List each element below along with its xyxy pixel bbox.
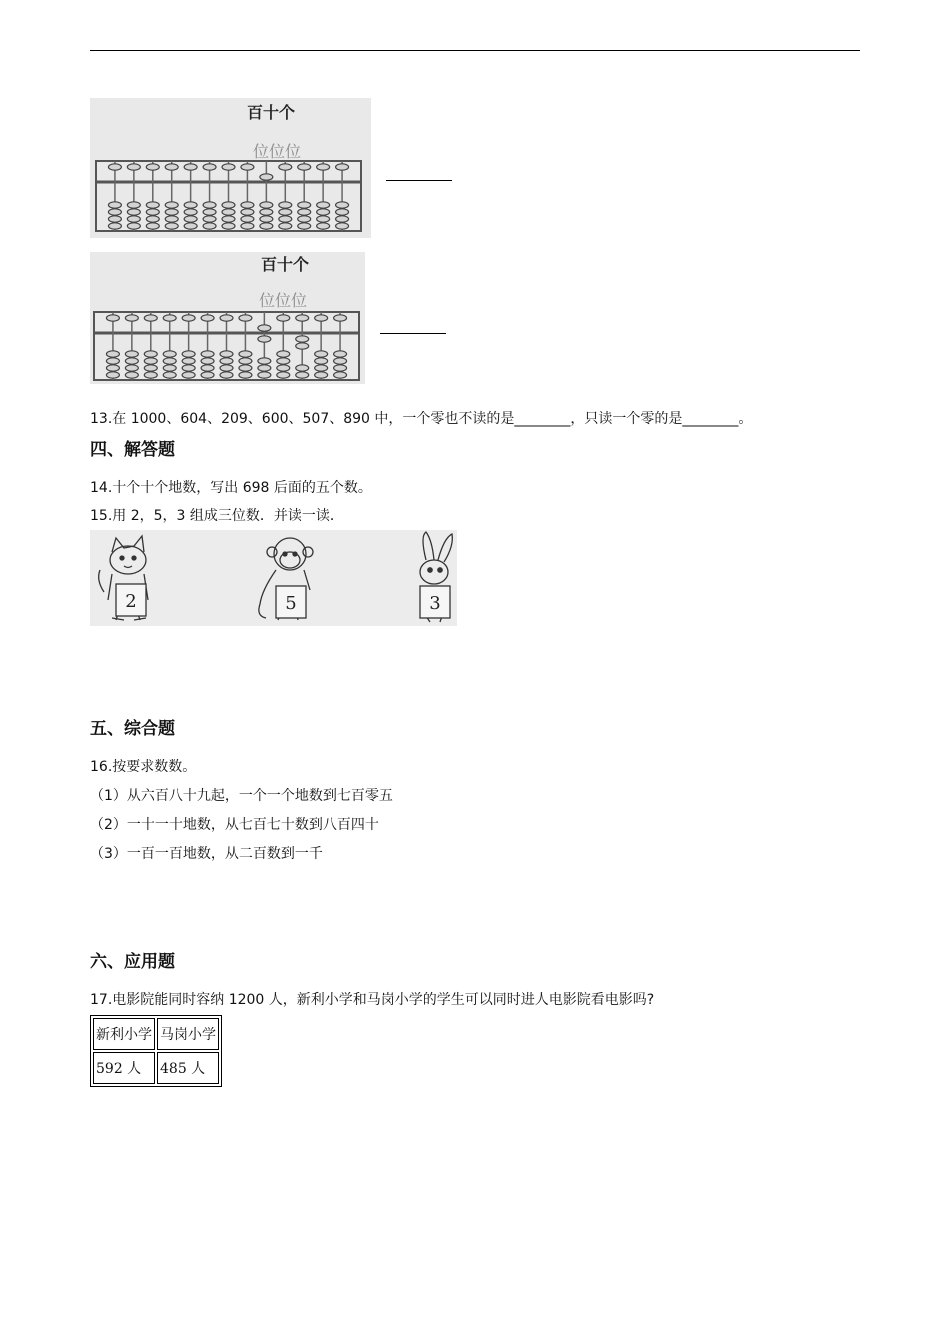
question-13: 13.在 1000、604、209、600、507、890 中，一个零也不读的是________，只读一个零的是________。 [90, 411, 753, 427]
abacus-bead [165, 202, 178, 208]
abacus-bead [106, 358, 119, 364]
abacus-bead [144, 351, 157, 357]
abacus-1-drawing [90, 98, 371, 238]
abacus-bead [298, 223, 311, 229]
abacus-bead [315, 372, 328, 378]
abacus-bead [108, 164, 121, 170]
abacus-bead [241, 164, 254, 170]
abacus-1-answer-blank[interactable] [386, 180, 452, 181]
abacus-bead [315, 315, 328, 321]
abacus-bead [201, 365, 214, 371]
abacus-bead [315, 351, 328, 357]
abacus-bead [260, 223, 273, 229]
abacus-bead [239, 358, 252, 364]
abacus-bead [315, 358, 328, 364]
abacus-bead [336, 202, 349, 208]
abacus-bead [146, 209, 159, 215]
abacus-bead [220, 315, 233, 321]
abacus-bead [165, 209, 178, 215]
abacus-bead [201, 372, 214, 378]
abacus-bead [146, 202, 159, 208]
table-header-magang: 马岗小学 [157, 1018, 219, 1050]
question-15: 15.用 2，5，3 组成三位数．并读一读． [90, 508, 344, 524]
abacus-bead [336, 223, 349, 229]
section-4-title: 四、解答题 [90, 440, 175, 460]
abacus-bead [317, 209, 330, 215]
abacus-bead [201, 358, 214, 364]
abacus-bead [334, 351, 347, 357]
abacus-bead [182, 351, 195, 357]
abacus-bead [106, 365, 119, 371]
abacus-bead [201, 315, 214, 321]
abacus-bead [298, 202, 311, 208]
table-header-xinli: 新利小学 [93, 1018, 155, 1050]
abacus-bead [277, 358, 290, 364]
abacus-bead [203, 164, 216, 170]
abacus-bead [127, 223, 140, 229]
abacus-bead [317, 202, 330, 208]
abacus-bead [336, 216, 349, 222]
abacus-bead [146, 223, 159, 229]
abacus-bead [108, 202, 121, 208]
abacus-bead [163, 372, 176, 378]
table-row [93, 1052, 219, 1084]
abacus-bead [220, 351, 233, 357]
abacus-bead [241, 223, 254, 229]
abacus-bead [317, 216, 330, 222]
abacus-bead [258, 365, 271, 371]
abacus-bead [127, 209, 140, 215]
abacus-bead [108, 216, 121, 222]
card-3: 3 [429, 593, 441, 614]
abacus-image-1 [90, 98, 371, 238]
abacus-bead [144, 365, 157, 371]
question-16-item-3: （3）一百一百地数，从二百数到一千 [90, 846, 323, 862]
abacus-bead [222, 216, 235, 222]
abacus-bead [184, 202, 197, 208]
abacus-bead [144, 372, 157, 378]
abacus-bead [184, 223, 197, 229]
abacus-bead [182, 365, 195, 371]
abacus-bead [106, 372, 119, 378]
header-rule [90, 50, 860, 51]
abacus-bead [220, 365, 233, 371]
abacus-bead [203, 202, 216, 208]
abacus-bead [315, 365, 328, 371]
abacus-bead [296, 365, 309, 371]
abacus-bead [125, 315, 138, 321]
abacus-2-drawing [90, 252, 365, 384]
abacus-bead [317, 164, 330, 170]
abacus-bead [258, 336, 271, 342]
animals-number-cards-image [90, 530, 457, 626]
abacus-bead [163, 365, 176, 371]
table-value-magang: 485 人 [157, 1052, 219, 1084]
abacus-bead [279, 202, 292, 208]
abacus-bead [279, 209, 292, 215]
abacus-bead [125, 372, 138, 378]
abacus-bead [241, 202, 254, 208]
abacus-bead [127, 202, 140, 208]
question-16-item-2: （2）一十一十地数，从七百七十数到八百四十 [90, 817, 379, 833]
abacus-bead [241, 216, 254, 222]
abacus-bead [260, 202, 273, 208]
abacus-bead [125, 358, 138, 364]
abacus-bead [279, 164, 292, 170]
abacus-bead [334, 315, 347, 321]
card-2: 2 [125, 591, 137, 612]
abacus-bead [184, 216, 197, 222]
abacus-bead [260, 174, 273, 180]
abacus-1-places: 位位位 [252, 142, 302, 161]
animals-drawing [90, 530, 457, 626]
abacus-bead [277, 372, 290, 378]
abacus-bead [260, 209, 273, 215]
abacus-bead [203, 216, 216, 222]
abacus-bead [258, 358, 271, 364]
abacus-bead [222, 164, 235, 170]
abacus-bead [241, 209, 254, 215]
abacus-bead [239, 372, 252, 378]
abacus-bead [144, 358, 157, 364]
abacus-bead [108, 209, 121, 215]
question-16: 16.按要求数数。 [90, 759, 197, 775]
abacus-bead [258, 372, 271, 378]
table-value-xinli: 592 人 [93, 1052, 155, 1084]
abacus-2-answer-blank[interactable] [380, 333, 446, 334]
abacus-bead [165, 223, 178, 229]
abacus-bead [239, 365, 252, 371]
abacus-bead [296, 372, 309, 378]
abacus-bead [222, 202, 235, 208]
abacus-bead [146, 216, 159, 222]
abacus-bead [296, 343, 309, 349]
abacus-bead [222, 223, 235, 229]
abacus-bead [127, 164, 140, 170]
abacus-bead [144, 315, 157, 321]
card-5: 5 [285, 593, 297, 614]
abacus-bead [296, 336, 309, 342]
abacus-bead [298, 209, 311, 215]
abacus-bead [260, 216, 273, 222]
question-17: 17.电影院能同时容纳 1200 人，新利小学和马岗小学的学生可以同时进人电影院看电影吗? [90, 992, 655, 1008]
abacus-bead [127, 216, 140, 222]
abacus-bead [317, 223, 330, 229]
abacus-2-header: 百十个 [260, 255, 310, 274]
abacus-bead [239, 351, 252, 357]
question-14: 14.十个十个地数，写出 698 后面的五个数。 [90, 480, 372, 496]
abacus-bead [106, 351, 119, 357]
abacus-bead [125, 351, 138, 357]
abacus-bead [279, 223, 292, 229]
school-students-table [90, 1015, 222, 1087]
abacus-bead [163, 351, 176, 357]
abacus-bead [279, 216, 292, 222]
abacus-bead [334, 372, 347, 378]
abacus-bead [106, 315, 119, 321]
abacus-bead [203, 209, 216, 215]
abacus-bead [203, 223, 216, 229]
abacus-bead [239, 315, 252, 321]
abacus-bead [125, 365, 138, 371]
abacus-bead [336, 209, 349, 215]
abacus-bead [163, 315, 176, 321]
abacus-bead [165, 216, 178, 222]
section-5-title: 五、综合题 [90, 719, 175, 739]
abacus-bead [108, 223, 121, 229]
abacus-bead [182, 315, 195, 321]
abacus-bead [258, 325, 271, 331]
question-16-item-1: （1）从六百八十九起，一个一个地数到七百零五 [90, 788, 393, 804]
abacus-bead [163, 358, 176, 364]
abacus-bead [334, 365, 347, 371]
abacus-bead [220, 372, 233, 378]
abacus-image-2 [90, 252, 365, 384]
abacus-bead [277, 315, 290, 321]
abacus-bead [201, 351, 214, 357]
section-6-title: 六、应用题 [90, 952, 175, 972]
abacus-bead [182, 358, 195, 364]
abacus-2-places: 位位位 [258, 291, 308, 310]
abacus-bead [277, 351, 290, 357]
abacus-bead [182, 372, 195, 378]
abacus-1-header: 百十个 [246, 103, 296, 122]
abacus-bead [165, 164, 178, 170]
abacus-bead [222, 209, 235, 215]
abacus-bead [184, 164, 197, 170]
abacus-bead [336, 164, 349, 170]
table-row [93, 1018, 219, 1050]
abacus-bead [184, 209, 197, 215]
abacus-bead [296, 315, 309, 321]
abacus-bead [298, 216, 311, 222]
abacus-bead [334, 358, 347, 364]
abacus-bead [298, 164, 311, 170]
abacus-bead [277, 365, 290, 371]
abacus-bead [146, 164, 159, 170]
abacus-bead [220, 358, 233, 364]
